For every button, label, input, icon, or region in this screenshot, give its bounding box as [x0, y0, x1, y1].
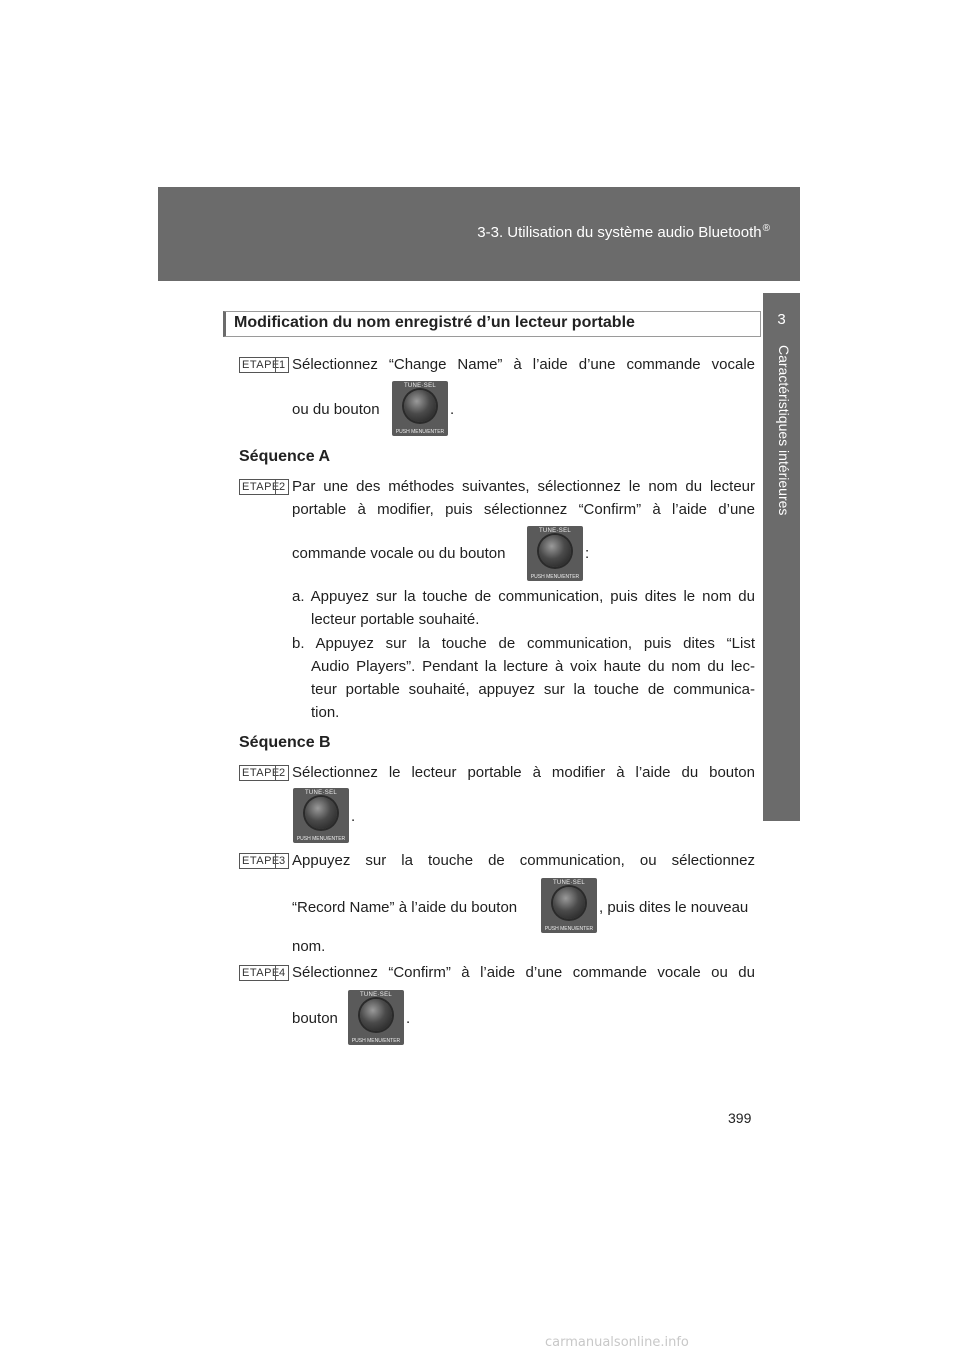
step2a-line3b: :	[585, 545, 590, 562]
tune-sel-knob-icon: TUNE·SEL PUSH MENU/ENTER	[541, 878, 597, 933]
chapter-number: 3	[777, 311, 786, 328]
step2a-line2: portable à modifier, puis sélectionnez “Confirm” à l’aide d’une	[292, 501, 755, 518]
chapter-header	[158, 187, 800, 281]
etape-badge-4: ETAPE 4	[239, 965, 289, 981]
step2b-line2: .	[351, 808, 356, 825]
step1-line2b: .	[450, 401, 455, 418]
option-b-line2: Audio Players”. Pendant la lecture à voix haute du nom du lec-	[311, 658, 755, 675]
tune-sel-knob-icon: TUNE·SEL PUSH MENU/ENTER	[293, 788, 349, 843]
option-b-line4: tion.	[311, 704, 340, 721]
etape-badge-3: ETAPE 3	[239, 853, 289, 869]
header-title: 3-3. Utilisation du système audio Bluetooth®	[477, 223, 770, 241]
step3-line2b: , puis dites le nouveau	[599, 899, 749, 916]
tune-sel-knob-icon: TUNE·SEL PUSH MENU/ENTER	[392, 381, 448, 436]
step1-line1: Sélectionnez “Change Name” à l’aide d’une commande vocale	[292, 356, 755, 373]
step1-line2a: ou du bouton	[292, 401, 380, 418]
step3-line2a: “Record Name” à l’aide du bouton	[292, 899, 518, 916]
option-b-line3: teur portable souhaité, appuyez sur la touche de communica-	[311, 681, 755, 698]
etape-badge-2b: ETAPE 2	[239, 765, 289, 781]
option-a-line2: lecteur portable souhaité.	[311, 611, 480, 628]
step4-line2b: .	[406, 1010, 411, 1027]
step3-line3: nom.	[292, 938, 326, 955]
etape-badge-1: ETAPE 1	[239, 357, 289, 373]
step4-line1: Sélectionnez “Confirm” à l’aide d’une commande vocale ou du	[292, 964, 755, 981]
step2b-line1: Sélectionnez le lecteur portable à modifier à l’aide du bouton	[292, 764, 755, 781]
sequence-b-heading: Séquence B	[239, 734, 331, 751]
option-b-line1: b. Appuyez sur la touche de communication, puis dites “List	[292, 635, 755, 652]
tune-sel-knob-icon: TUNE·SEL PUSH MENU/ENTER	[348, 990, 404, 1045]
page-number: 399	[728, 1110, 752, 1126]
step2a-line1: Par une des méthodes suivantes, sélectionnez le nom du lecteur	[292, 478, 755, 495]
sequence-a-heading: Séquence A	[239, 448, 330, 465]
step4-line2a: bouton	[292, 1010, 338, 1027]
section-title: Modification du nom enregistré d’un lecteur portable	[234, 314, 635, 331]
section-heading-box	[223, 311, 761, 337]
step2a-line3a: commande vocale ou du bouton	[292, 545, 506, 562]
etape-badge-2a: ETAPE 2	[239, 479, 289, 495]
watermark: carmanualsonline.info	[545, 1335, 689, 1350]
step3-line1: Appuyez sur la touche de communication, ou sélectionnez	[292, 852, 755, 869]
option-a-line1: a. Appuyez sur la touche de communication, puis dites le nom du	[292, 588, 755, 605]
tune-sel-knob-icon: TUNE·SEL PUSH MENU/ENTER	[527, 526, 583, 581]
chapter-side-tab	[763, 293, 800, 821]
chapter-label: Caractéristiques intérieures	[776, 345, 792, 516]
